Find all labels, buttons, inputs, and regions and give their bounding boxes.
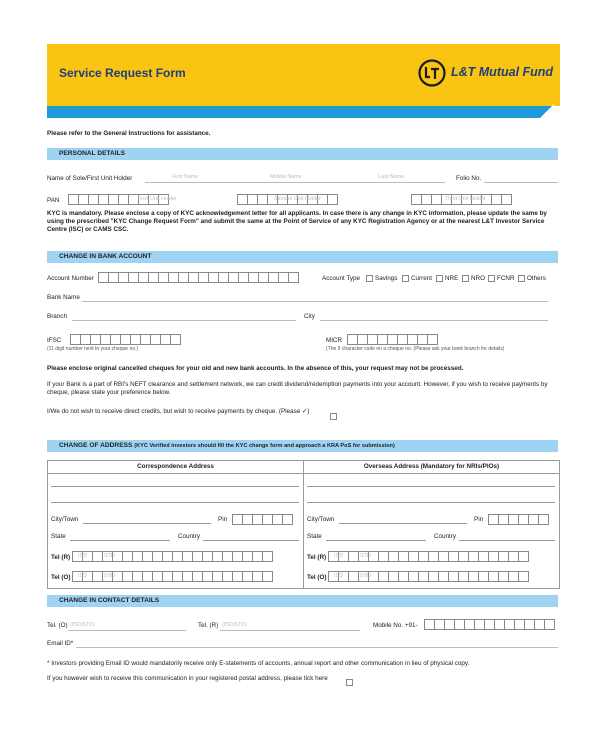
contact-tel-r-field[interactable]: [220, 630, 360, 631]
middle-name-placeholder: Middle Name: [270, 174, 302, 180]
personal-details-heading: PERSONAL DETAILS: [59, 150, 126, 157]
overseas-address-label: Overseas Address (Mandatory for NRIs/PIOs): [363, 463, 500, 470]
corr-tel-o-isd: ISD: [78, 573, 87, 579]
ovs-country-label: Country: [434, 533, 457, 540]
address-table: [47, 460, 560, 589]
ovs-tel-o-isd: ISD: [334, 573, 343, 579]
correspondence-address-label: Correspondence Address: [137, 463, 214, 470]
personal-details-band: [47, 148, 558, 160]
ifsc-boxes[interactable]: [70, 334, 181, 344]
first-name-placeholder: First Name: [172, 174, 199, 180]
ovs-city-field[interactable]: [339, 523, 467, 524]
email-field[interactable]: [76, 647, 558, 648]
corr-tel-o-std: STD: [104, 573, 115, 579]
account-type-savings[interactable]: Savings: [366, 275, 397, 283]
mobile-label: Mobile No. +91-: [373, 622, 418, 629]
contact-tel-r-label: Tel. (R): [198, 622, 219, 629]
contact-details-heading: CHANGE IN CONTACT DETAILS: [59, 597, 160, 604]
ovs-tel-r-boxes[interactable]: [328, 551, 529, 561]
account-type-others[interactable]: Others: [518, 275, 546, 283]
account-type-nro[interactable]: NRO: [462, 275, 485, 283]
overseas-line-1[interactable]: [307, 486, 555, 487]
ifsc-note: (11 digit number next to your cheque no.): [47, 346, 139, 352]
ovs-pin-boxes[interactable]: [488, 514, 549, 524]
header-accent-strip: [47, 106, 552, 118]
corr-city-label: City/Town: [51, 516, 79, 523]
ovs-tel-r-isd: ISD: [334, 553, 343, 559]
email-label: Email ID*: [47, 640, 74, 647]
ovs-tel-o-label: Tel (O): [307, 574, 327, 581]
corr-tel-o-boxes[interactable]: [72, 571, 273, 581]
header-corner-cut: [540, 104, 554, 118]
bank-city-field[interactable]: [320, 320, 548, 321]
corr-tel-r-boxes[interactable]: [72, 551, 273, 561]
folio-label: Folio No.: [456, 175, 482, 182]
account-type-nre[interactable]: NRE: [436, 275, 458, 283]
corr-pin-boxes[interactable]: [232, 514, 293, 524]
ovs-state-field[interactable]: [326, 540, 426, 541]
neft-note: If your Bank is a part of RBI's NEFT clearance and settlement network, we can credit dividend/redemption payments into your account. However, if you wish to receive payments by cheque, please state your preference below.: [47, 381, 548, 396]
bank-account-band: [47, 251, 558, 263]
corr-city-field[interactable]: [83, 523, 211, 524]
ovs-country-field[interactable]: [459, 540, 555, 541]
micr-boxes[interactable]: [347, 334, 438, 344]
branch-field[interactable]: [72, 320, 296, 321]
contact-details-band: [47, 595, 558, 607]
form-header: [47, 44, 560, 106]
bank-name-label: Bank Name: [47, 294, 80, 301]
enclose-cheque-note: Please enclose original cancelled cheques for your old and new bank accounts. In the absence of this, your request may not be processed.: [47, 365, 464, 372]
last-name-placeholder: Last Name: [378, 174, 405, 180]
ovs-tel-r-std: STD: [360, 553, 371, 559]
micr-note: (The 9 character code on a cheque no. (Please ask your bank branch for details): [326, 346, 505, 352]
brand-name: L&T Mutual Fund: [451, 65, 554, 79]
name-field[interactable]: [145, 182, 445, 183]
ovs-state-label: State: [307, 533, 322, 540]
kyc-note: KYC is mandatory. Please enclose a copy of KYC acknowledgement letter for all applicants. In case there is any change in KYC information, please update the same by using the prescribed "KYC Change Request Form" and submit the same at the Point of Service of any KYC Registration Agency or at the nearest L&T Investor Service Centre (ISC) or CAMS CSC.: [47, 210, 547, 233]
contact-tel-o-field[interactable]: [68, 630, 186, 631]
account-number-label: Account Number: [47, 275, 94, 282]
address-heading-note: (KYC Verified investors should fill the KYC change form and approach a KRA PoS for submission): [134, 443, 395, 449]
ovs-tel-r-label: Tel (R): [307, 554, 327, 561]
ovs-tel-o-boxes[interactable]: [328, 571, 529, 581]
correspondence-line-2[interactable]: [51, 502, 299, 503]
bank-name-field[interactable]: [82, 301, 548, 302]
account-number-boxes[interactable]: [98, 272, 299, 282]
corr-country-label: Country: [178, 533, 201, 540]
form-title: Service Request Form: [59, 66, 186, 80]
corr-tel-r-isd: ISD: [78, 553, 87, 559]
corr-pin-label: Pin: [218, 516, 228, 523]
bank-account-heading: CHANGE IN BANK ACCOUNT: [59, 253, 152, 260]
lt-logo-icon: [417, 58, 447, 88]
first-holder-placeholder: First Unit Holder: [138, 196, 177, 202]
ovs-pin-label: Pin: [474, 516, 484, 523]
cheque-preference-text: I/We do not wish to receive direct credits, but wish to receive payments by cheque. (Please ✓): [47, 408, 310, 415]
address-band: [47, 440, 558, 452]
correspondence-line-1[interactable]: [51, 486, 299, 487]
address-heading: CHANGE OF ADDRESS: [59, 442, 133, 449]
account-type-fcnr[interactable]: FCNR: [488, 275, 515, 283]
folio-field[interactable]: [484, 182, 558, 183]
contact-tel-o-placeholder: (ISD/STD): [70, 622, 95, 628]
postal-note: If you however wish to receive this communication in your registered postal address, please tick here: [47, 675, 328, 682]
overseas-line-2[interactable]: [307, 502, 555, 503]
second-holder-placeholder: Second Unit Holder: [274, 196, 321, 202]
instruction-text: Please refer to the General Instructions for assistance.: [47, 130, 211, 137]
email-note: * Investors providing Email ID would mandatorily receive only E-statements of accounts, annual report and other communication in lieu of physical copy.: [47, 660, 470, 667]
ovs-city-label: City/Town: [307, 516, 335, 523]
corr-tel-r-label: Tel (R): [51, 554, 71, 561]
corr-tel-o-label: Tel (O): [51, 574, 71, 581]
ovs-tel-o-std: STD: [360, 573, 371, 579]
contact-tel-r-placeholder: (ISD/STD): [222, 622, 247, 628]
pan-label: PAN: [47, 197, 60, 204]
contact-tel-o-label: Tel. (O): [47, 622, 68, 629]
cheque-preference-checkbox[interactable]: [330, 408, 339, 426]
ifsc-label: IFSC: [47, 337, 62, 344]
corr-tel-r-std: STD: [104, 553, 115, 559]
micr-label: MICR: [326, 337, 343, 344]
name-label: Name of Sole/First Unit Holder: [47, 175, 133, 182]
corr-state-field[interactable]: [70, 540, 170, 541]
postal-preference-checkbox[interactable]: [346, 674, 355, 692]
account-type-label: Account Type: [322, 275, 361, 282]
third-holder-placeholder: Third Unit Holder: [445, 196, 486, 202]
mobile-boxes[interactable]: [424, 619, 555, 629]
branch-label: Branch: [47, 313, 67, 320]
account-type-current[interactable]: Current: [402, 275, 432, 283]
city-label: City: [304, 313, 315, 320]
corr-state-label: State: [51, 533, 66, 540]
corr-country-field[interactable]: [203, 540, 299, 541]
